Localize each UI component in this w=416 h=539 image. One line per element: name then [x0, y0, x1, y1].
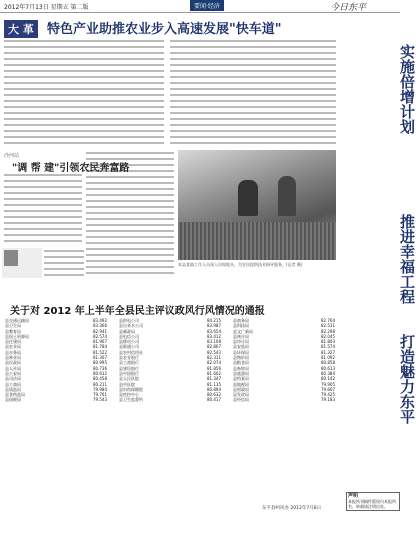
right-banner: [340, 14, 416, 539]
unit-score: 81.784: [93, 344, 107, 350]
banner-line-1: 实施倍增计划: [398, 44, 416, 134]
ranking-table-1: [4, 318, 108, 403]
headline-tag: 大 革: [4, 20, 38, 38]
unit-score: 80.613: [321, 365, 335, 371]
unit-name: 县审计局: [233, 339, 249, 345]
unit-name: 县卫生局: [5, 323, 21, 329]
unit-name: 县住建局: [5, 339, 21, 345]
unit-score: 81.602: [207, 370, 221, 376]
unit-score: 80.632: [207, 392, 221, 398]
sub-article-title: "调 帮 建"引领农民奔富路: [12, 163, 130, 174]
report-title: 关于对 2012 年上半年全县民主评议政风行风情况的通报: [10, 306, 265, 317]
unit-score: 81.115: [207, 381, 221, 387]
unit-name: 县移动公司: [119, 339, 139, 345]
unit-score: 80.417: [207, 397, 221, 403]
section-label: 要闻·经济: [190, 0, 224, 11]
unit-name: 县经信局: [233, 397, 249, 403]
unit-score: 83.654: [207, 328, 221, 334]
person-figure: [278, 176, 296, 216]
unit-score: 82.941: [93, 328, 107, 334]
unit-score: 80.142: [321, 376, 335, 382]
photo-caption: 本县某镇工作人员深入田间地头，为农民提供技术指导服务。(记者 摄): [178, 262, 303, 267]
ranking-table-3: [232, 318, 336, 403]
unit-score: 82.298: [321, 328, 335, 334]
unit-score: 83.492: [93, 318, 107, 323]
unit-score: 82.531: [321, 323, 335, 329]
article-text-block: [4, 38, 164, 148]
unit-name: 县农业局: [5, 344, 21, 350]
unit-score: 82.574: [93, 333, 107, 339]
unit-score: 82.867: [207, 344, 221, 350]
unit-name: 县妇幼保健院: [119, 386, 143, 392]
unit-score: 81.092: [321, 355, 335, 361]
unit-score: 81.967: [93, 339, 107, 345]
unit-name: 县商务局: [233, 318, 249, 323]
unit-score: 82.764: [321, 318, 335, 323]
unit-name: 县工商局: [5, 381, 21, 387]
unit-score: 79.425: [321, 392, 335, 398]
person-figure: [238, 180, 258, 216]
unit-score: 80.858: [321, 360, 335, 366]
unit-name: 县联通公司: [119, 344, 139, 350]
unit-name: 县中国银行: [119, 370, 139, 376]
unit-score: 79.667: [321, 386, 335, 392]
unit-score: 81.347: [207, 376, 221, 382]
article-text-block: [4, 172, 82, 246]
unit-name: 县环保局: [233, 349, 249, 355]
unit-score: 80.736: [93, 365, 107, 371]
ranking-table-2: [118, 318, 222, 403]
unit-score: 83.366: [93, 323, 107, 329]
unit-score: 79.183: [321, 397, 335, 403]
unit-name: 县建设银行: [119, 365, 139, 371]
unit-name: 县电信公司: [119, 333, 139, 339]
unit-name: 县旅游局: [233, 370, 249, 376]
unit-name: 县供电公司: [119, 318, 139, 323]
unit-name: 县统计局: [233, 333, 249, 339]
unit-score: 82.311: [207, 355, 221, 361]
table-row: [232, 397, 336, 402]
unit-score: 81.327: [321, 349, 335, 355]
unit-score: 81.856: [207, 365, 221, 371]
unit-score: 79.543: [93, 397, 107, 403]
unit-name: 县人社局: [5, 365, 21, 371]
statement-title: 声明: [348, 493, 359, 499]
article-text-block: [170, 38, 336, 148]
statement-text: 本报所刊稿件版权归本报所有，转载请注明出处。: [348, 499, 396, 509]
unit-score: 82.543: [207, 349, 221, 355]
unit-name: 县水务局: [5, 349, 21, 355]
unit-name: 县物价局: [233, 355, 249, 361]
report-signature: 东平县纠风办 2012年7月8日: [262, 506, 322, 511]
unit-name: 县人民医院: [119, 376, 139, 382]
unit-score: 83.108: [207, 339, 221, 345]
unit-name: 县粮食局: [233, 360, 249, 366]
author-photo: [4, 250, 18, 266]
unit-score: 80.211: [93, 381, 107, 387]
unit-name: 县财政局: [233, 386, 249, 392]
unit-name: 县中医院: [119, 381, 135, 387]
unit-name: 县交通运输局: [5, 318, 29, 323]
lead-headline: [4, 18, 336, 37]
table-row: [118, 397, 222, 402]
unit-name: 县农业银行: [119, 355, 139, 361]
unit-score: 80.458: [93, 376, 107, 382]
statement-box: [346, 492, 400, 511]
unit-score: 80.612: [93, 370, 107, 376]
unit-name: 县档案局: [233, 376, 249, 382]
unit-name: 县邮政局: [119, 328, 135, 334]
unit-name: 县质监局: [5, 386, 21, 392]
banner-line-3: 打造魅力东平: [398, 334, 416, 424]
unit-score: 80.384: [321, 370, 335, 376]
news-photo: [178, 150, 336, 260]
unit-name: 县国税局: [5, 397, 21, 403]
page-header: [0, 0, 400, 13]
unit-score: 82.045: [321, 333, 335, 339]
unit-name: 县食药监局: [5, 392, 25, 398]
unit-score: 79.905: [321, 381, 335, 387]
unit-name: 县工商银行: [119, 360, 139, 366]
article-text-block: [44, 248, 84, 278]
unit-score: 83.987: [207, 323, 221, 329]
unit-score: 79.761: [93, 392, 107, 398]
unit-name: 县疾控中心: [119, 392, 139, 398]
unit-name: 县畜牧局: [233, 365, 249, 371]
unit-name: 县地税局: [233, 381, 249, 387]
unit-score: 79.984: [93, 386, 107, 392]
unit-score: 84.215: [207, 318, 221, 323]
unit-name: 县公安局: [5, 370, 21, 376]
headline-title: 特色产业助推农业步入高速发展"快车道": [46, 22, 282, 37]
unit-name: 县司法局: [5, 376, 21, 382]
newspaper-logo: 今日东平: [330, 3, 367, 13]
unit-name: 县国土资源局: [5, 333, 29, 339]
unit-score: 81.307: [93, 355, 107, 361]
sub-column-label: 沙河站: [4, 153, 20, 159]
unit-score: 80.894: [207, 386, 221, 392]
unit-score: 82.074: [207, 360, 221, 366]
unit-name: 县林业局: [5, 355, 21, 361]
unit-score: 81.522: [93, 349, 107, 355]
author-box: [2, 248, 42, 278]
issue-date: 2012年7月13日 星期五 第二版: [4, 4, 89, 11]
unit-score: 81.803: [321, 339, 335, 345]
unit-score: 83.412: [207, 333, 221, 339]
unit-name: 县自来水公司: [119, 323, 143, 329]
unit-score: 80.995: [93, 360, 107, 366]
unit-name: 县科技局: [233, 323, 249, 329]
table-row: [4, 397, 108, 402]
unit-name: 县安监局: [233, 344, 249, 350]
unit-name: 县教育局: [5, 328, 21, 334]
unit-name: 县卫生监督所: [119, 397, 143, 403]
unit-name: 县农村信用社: [119, 349, 143, 355]
banner-line-2: 推进幸福工程: [398, 214, 416, 304]
unit-name: 县发改局: [233, 392, 249, 398]
unit-name: 县文广新局: [233, 328, 253, 334]
unit-score: 81.574: [321, 344, 335, 350]
unit-name: 县民政局: [5, 360, 21, 366]
